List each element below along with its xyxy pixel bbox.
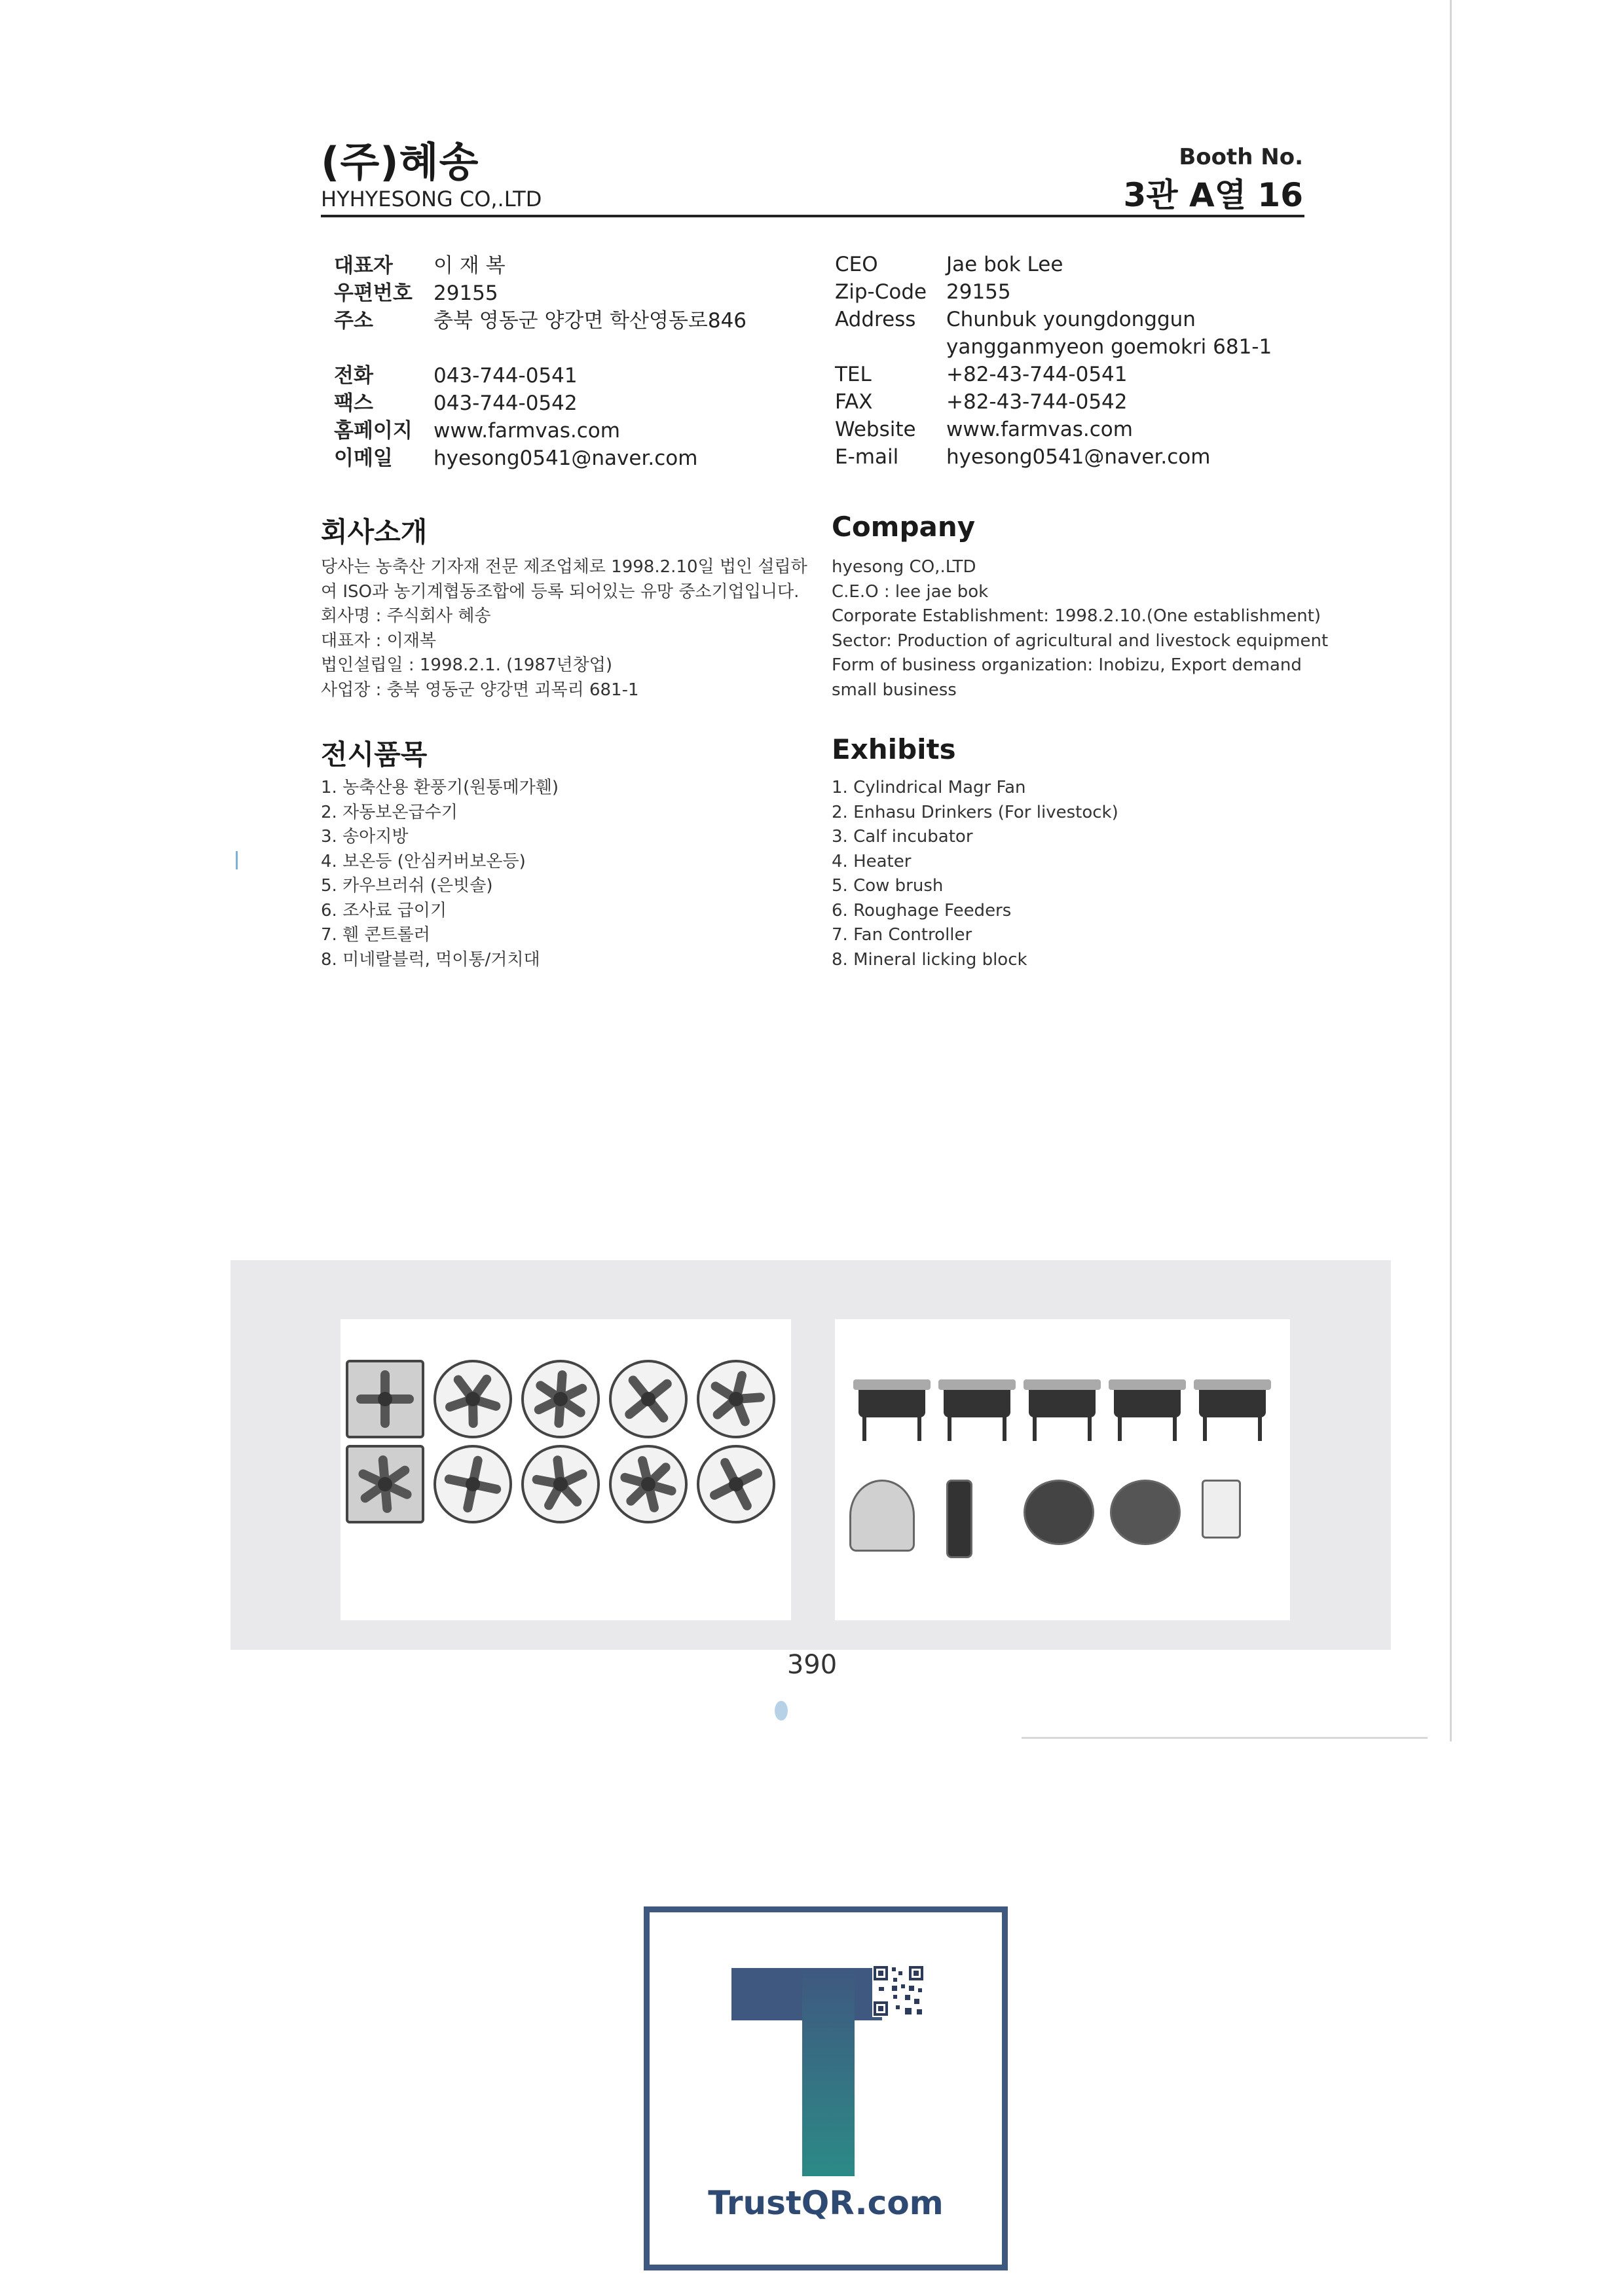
info-row-address-en <box>835 306 1272 333</box>
intro-title-en: Company <box>832 511 976 543</box>
info-value: 29155 <box>434 282 498 305</box>
exhibits-list-en <box>832 776 1118 972</box>
equipment-picture <box>1024 1480 1094 1545</box>
ventilation-fan-icon <box>341 1319 791 1620</box>
info-label: FAX <box>835 390 873 414</box>
info-value: +82-43-744-0541 <box>946 363 1128 386</box>
intro-line: 당사는 농축산 기자재 전문 제조업체로 1998.2.10일 법인 설립하 <box>321 557 807 577</box>
equipment-picture <box>1194 1377 1271 1442</box>
intro-line: hyesong CO,.LTD <box>832 557 976 577</box>
equipment-picture <box>849 1480 915 1552</box>
company-name-en: HYHYESONG CO,.LTD <box>321 187 542 211</box>
list-item: 4. 보온등 (안심커버보온등) <box>321 851 526 871</box>
info-label: 전화 <box>334 364 373 388</box>
fan-picture <box>609 1445 688 1523</box>
info-row-website <box>334 417 747 445</box>
intro-line: C.E.O : lee jae bok <box>832 581 989 602</box>
info-value: 충북 영동군 양강면 학산영동로846 <box>434 309 747 333</box>
info-label: 팩스 <box>334 392 373 415</box>
exhibits-list-ko <box>321 776 559 972</box>
booth-number: 3관 A열 16 <box>1123 176 1303 214</box>
info-row-tel-en <box>835 361 1272 388</box>
list-item: 1. 농축산용 환풍기(원통메가휀) <box>321 778 559 797</box>
info-row-ceo <box>334 252 747 280</box>
equipment-picture <box>1110 1480 1181 1545</box>
list-item: 6. Roughage Feeders <box>832 900 1012 920</box>
info-label: 홈페이지 <box>334 419 413 443</box>
info-label: CEO <box>835 253 878 276</box>
equipment-picture <box>946 1480 972 1558</box>
list-item: 7. 휀 콘트롤러 <box>321 925 430 945</box>
equipment-picture <box>853 1377 931 1442</box>
header-rule <box>321 215 1304 217</box>
info-row-website-en <box>835 416 1272 443</box>
fan-picture <box>346 1360 424 1438</box>
list-item: 3. 송아지방 <box>321 827 409 847</box>
info-label: Address <box>835 308 916 331</box>
intro-line: Sector: Production of agricultural and livestock equipment <box>832 630 1329 651</box>
info-value: hyesong0541@naver.com <box>434 446 698 470</box>
equipment-picture <box>1109 1377 1186 1442</box>
fan-picture <box>697 1360 775 1438</box>
info-row-address <box>334 307 747 335</box>
info-value: 이 재 복 <box>434 254 506 278</box>
fan-picture <box>434 1360 512 1438</box>
page-edge-right <box>1450 0 1452 1741</box>
company-info-en <box>835 251 1272 471</box>
info-row-zip-en <box>835 278 1272 306</box>
trustqr-logo-text: TrustQR.com <box>708 2184 944 2222</box>
equipment-picture <box>938 1377 1016 1442</box>
fan-picture <box>521 1360 600 1438</box>
equipment-picture <box>1202 1480 1241 1539</box>
side-mark <box>236 851 238 869</box>
drop-mark <box>775 1701 788 1721</box>
intro-line: 사업장 : 충북 영동군 양강면 괴목리 681-1 <box>321 680 639 700</box>
info-value: Chunbuk youngdonggun <box>946 308 1196 331</box>
equipment-product-panel <box>835 1319 1290 1620</box>
info-label: E-mail <box>835 445 899 469</box>
info-value: 043-744-0541 <box>434 364 578 388</box>
info-row-tel <box>334 362 747 390</box>
info-label: 우편번호 <box>334 282 413 305</box>
list-item: 8. 미네랄블럭, 먹이통/거치대 <box>321 949 540 970</box>
intro-line: 회사명 : 주식회사 혜송 <box>321 606 491 626</box>
list-item: 2. Enhasu Drinkers (For livestock) <box>832 802 1118 822</box>
fan-picture <box>434 1445 512 1523</box>
intro-line: 여 ISO과 농기계협동조합에 등록 되어있는 유망 중소기업입니다. <box>321 581 800 602</box>
list-item: 8. Mineral licking block <box>832 949 1027 970</box>
info-value: hyesong0541@naver.com <box>946 445 1211 469</box>
list-item: 1. Cylindrical Magr Fan <box>832 778 1026 797</box>
fan-picture <box>697 1445 775 1523</box>
intro-line: 대표자 : 이재복 <box>321 630 436 651</box>
info-row-zip <box>334 280 747 307</box>
info-row-ceo-en <box>835 251 1272 278</box>
fan-picture <box>609 1360 688 1438</box>
info-value: www.farmvas.com <box>434 419 620 443</box>
list-item: 3. Calf incubator <box>832 827 973 847</box>
fan-picture <box>346 1445 424 1523</box>
exhibits-title-en: Exhibits <box>832 733 956 765</box>
intro-body-en <box>832 555 1328 702</box>
info-value: Jae bok Lee <box>946 253 1063 276</box>
fan-product-panel <box>341 1319 791 1620</box>
info-label: Website <box>835 418 916 441</box>
list-item: 4. Heater <box>832 851 912 871</box>
info-row-fax-en <box>835 388 1272 416</box>
info-label: TEL <box>835 363 872 386</box>
list-item: 5. 카우브러쉬 (은빗솔) <box>321 876 493 896</box>
intro-body-ko <box>321 555 807 702</box>
fan-picture <box>521 1445 600 1523</box>
info-label: 대표자 <box>334 254 393 278</box>
exhibits-title-ko: 전시품목 <box>321 738 428 771</box>
intro-line: 법인설립일 : 1998.2.1. (1987년창업) <box>321 655 612 675</box>
company-info-ko <box>334 252 747 472</box>
equipment-picture <box>1024 1377 1101 1442</box>
booth-label: Booth No. <box>1179 144 1303 170</box>
info-label: 주소 <box>334 309 373 333</box>
info-label: 이메일 <box>334 446 393 470</box>
list-item: 7. Fan Controller <box>832 925 972 945</box>
info-label: Zip-Code <box>835 280 927 304</box>
company-name-ko: (주)혜송 <box>321 138 479 186</box>
intro-title-ko: 회사소개 <box>321 516 428 548</box>
intro-line: small business <box>832 680 957 700</box>
info-value: yangganmyeon goemokri 681-1 <box>946 335 1272 359</box>
info-value: +82-43-744-0542 <box>946 390 1128 414</box>
intro-line: Form of business organization: Inobizu, Export demand <box>832 655 1302 675</box>
info-value: 043-744-0542 <box>434 392 578 415</box>
list-item: 2. 자동보온급수기 <box>321 802 458 822</box>
info-row-email-en <box>835 443 1272 471</box>
info-row-email <box>334 445 747 472</box>
page-edge-bottom <box>1022 1737 1428 1739</box>
info-row-address-en-2 <box>835 333 1272 361</box>
info-value: www.farmvas.com <box>946 418 1133 441</box>
page-number: 390 <box>786 1650 838 1680</box>
livestock-equipment-icon <box>835 1319 1290 1620</box>
intro-line: Corporate Establishment: 1998.2.10.(One establishment) <box>832 606 1321 626</box>
list-item: 6. 조사료 급이기 <box>321 900 447 920</box>
info-value: 29155 <box>946 280 1011 304</box>
info-row-fax <box>334 390 747 417</box>
list-item: 5. Cow brush <box>832 876 944 896</box>
